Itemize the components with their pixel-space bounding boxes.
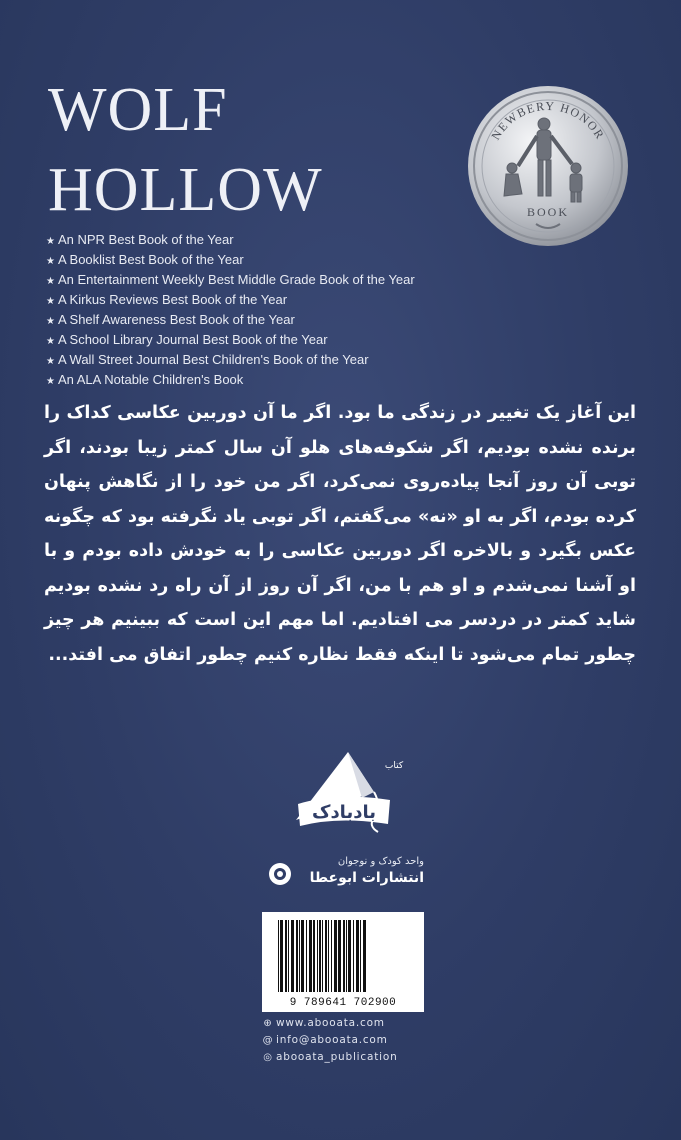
publisher-division: واحد کودک و نوجوان bbox=[337, 856, 424, 867]
barcode-bar bbox=[296, 920, 298, 992]
email-link[interactable]: @ info@abooata.com bbox=[262, 1032, 398, 1049]
barcode-bar bbox=[331, 920, 332, 992]
award-item: ★ A Shelf Awareness Best Book of the Year bbox=[46, 312, 295, 327]
title-line-1: WOLF bbox=[48, 76, 228, 144]
barcode-bar bbox=[317, 920, 318, 992]
seal-top-text: NEWBERY HONOR bbox=[488, 98, 608, 143]
star-icon: ★ bbox=[46, 316, 55, 327]
barcode-bar bbox=[313, 920, 315, 992]
imprint-label: کتاب bbox=[384, 761, 404, 771]
barcode-bar bbox=[306, 920, 307, 992]
award-item: ★ A Kirkus Reviews Best Book of the Year bbox=[46, 292, 288, 307]
barcode-bar bbox=[353, 920, 354, 992]
barcode-bar bbox=[363, 920, 366, 992]
star-icon: ★ bbox=[46, 256, 55, 267]
barcode-bar bbox=[285, 920, 287, 992]
barcode-bar bbox=[278, 920, 279, 992]
publisher-name: انتشارات ابوعطا bbox=[309, 870, 424, 886]
globe-icon: ⊕ bbox=[263, 1018, 273, 1029]
barcode-bar bbox=[348, 920, 351, 992]
barcode-bar bbox=[334, 920, 337, 992]
barcode-bar bbox=[288, 920, 289, 992]
star-icon: ★ bbox=[46, 236, 55, 247]
barcode-bar bbox=[309, 920, 312, 992]
book-title bbox=[48, 70, 323, 230]
newbery-honor-seal-icon bbox=[466, 84, 630, 248]
barcode-bar bbox=[343, 920, 345, 992]
barcode-bar bbox=[322, 920, 323, 992]
email-icon: @ bbox=[262, 1035, 274, 1046]
star-icon: ★ bbox=[46, 276, 55, 287]
barcode-bar bbox=[301, 920, 304, 992]
isbn-number: 9 789641 702900 bbox=[289, 997, 397, 1009]
badbadak-kite-logo-icon bbox=[278, 746, 408, 836]
award-item: ★ An NPR Best Book of the Year bbox=[46, 232, 234, 247]
award-item: ★ An ALA Notable Children's Book bbox=[46, 372, 244, 387]
award-item: ★ A School Library Journal Best Book of the Year bbox=[46, 332, 328, 347]
star-icon: ★ bbox=[46, 376, 55, 387]
website-link[interactable]: ⊕ www.abooata.com bbox=[262, 1015, 398, 1032]
blurb-text: این آغاز یک تغییر در زندگی ما بود. اگر ما آن دوربین عکاسی کداک را برنده نشده بودیم، اگر شکوفه‌های هلو آن سال کمتر زیبا بودند، اگر توبی آن روز آنجا پیاده‌روی نمی‌کرد، اگر من خود را از نگاهش پنهان کرده بودم، اگر به او «نه» می‌گفتم، اگر توبی یاد نگرفته بود که چگونه عکس بگیرد و بالاخره اگر دوربین عکاسی را به خودش داده بودم و با او آشنا نمی‌شدم و او هم با من، اگر آن روز از آن راه رد نشده بودیم شاید کمتر در دردسر می افتادیم. اما مهم این است که ببینیم هر چیز چطور تمام می‌شود تا اینکه فقط نظاره کنیم چطور اتفاق می افتد... bbox=[44, 403, 636, 665]
title-line-2: HOLLOW bbox=[48, 156, 323, 224]
instagram-link[interactable]: ◎ abooata_publication bbox=[262, 1049, 398, 1066]
star-icon: ★ bbox=[46, 336, 55, 347]
star-icon: ★ bbox=[46, 356, 55, 367]
imprint-name: بادبادک bbox=[312, 802, 376, 823]
publisher-logo-icon bbox=[268, 862, 292, 886]
barcode-bar bbox=[280, 920, 283, 992]
barcode-bar bbox=[346, 920, 347, 992]
barcode-bar bbox=[338, 920, 341, 992]
barcode-bar bbox=[291, 920, 294, 992]
isbn-barcode bbox=[262, 912, 424, 1012]
star-icon: ★ bbox=[46, 296, 55, 307]
award-item: ★ A Wall Street Journal Best Children's Book of the Year bbox=[46, 352, 369, 367]
barcode-bar bbox=[356, 920, 359, 992]
contact-list bbox=[262, 1015, 398, 1066]
publisher-block bbox=[268, 856, 424, 896]
award-item: ★ A Booklist Best Book of the Year bbox=[46, 252, 244, 267]
instagram-icon: ◎ bbox=[263, 1052, 273, 1063]
barcode-bar bbox=[299, 920, 300, 992]
barcode-bars bbox=[276, 920, 410, 992]
barcode-bar bbox=[328, 920, 329, 992]
barcode-bar bbox=[319, 920, 321, 992]
awards-list bbox=[46, 230, 415, 390]
seal-bottom-text: BOOK bbox=[526, 205, 570, 219]
barcode-bar bbox=[325, 920, 327, 992]
barcode-bar bbox=[360, 920, 361, 992]
award-item: ★ An Entertainment Weekly Best Middle Grade Book of the Year bbox=[46, 272, 415, 287]
